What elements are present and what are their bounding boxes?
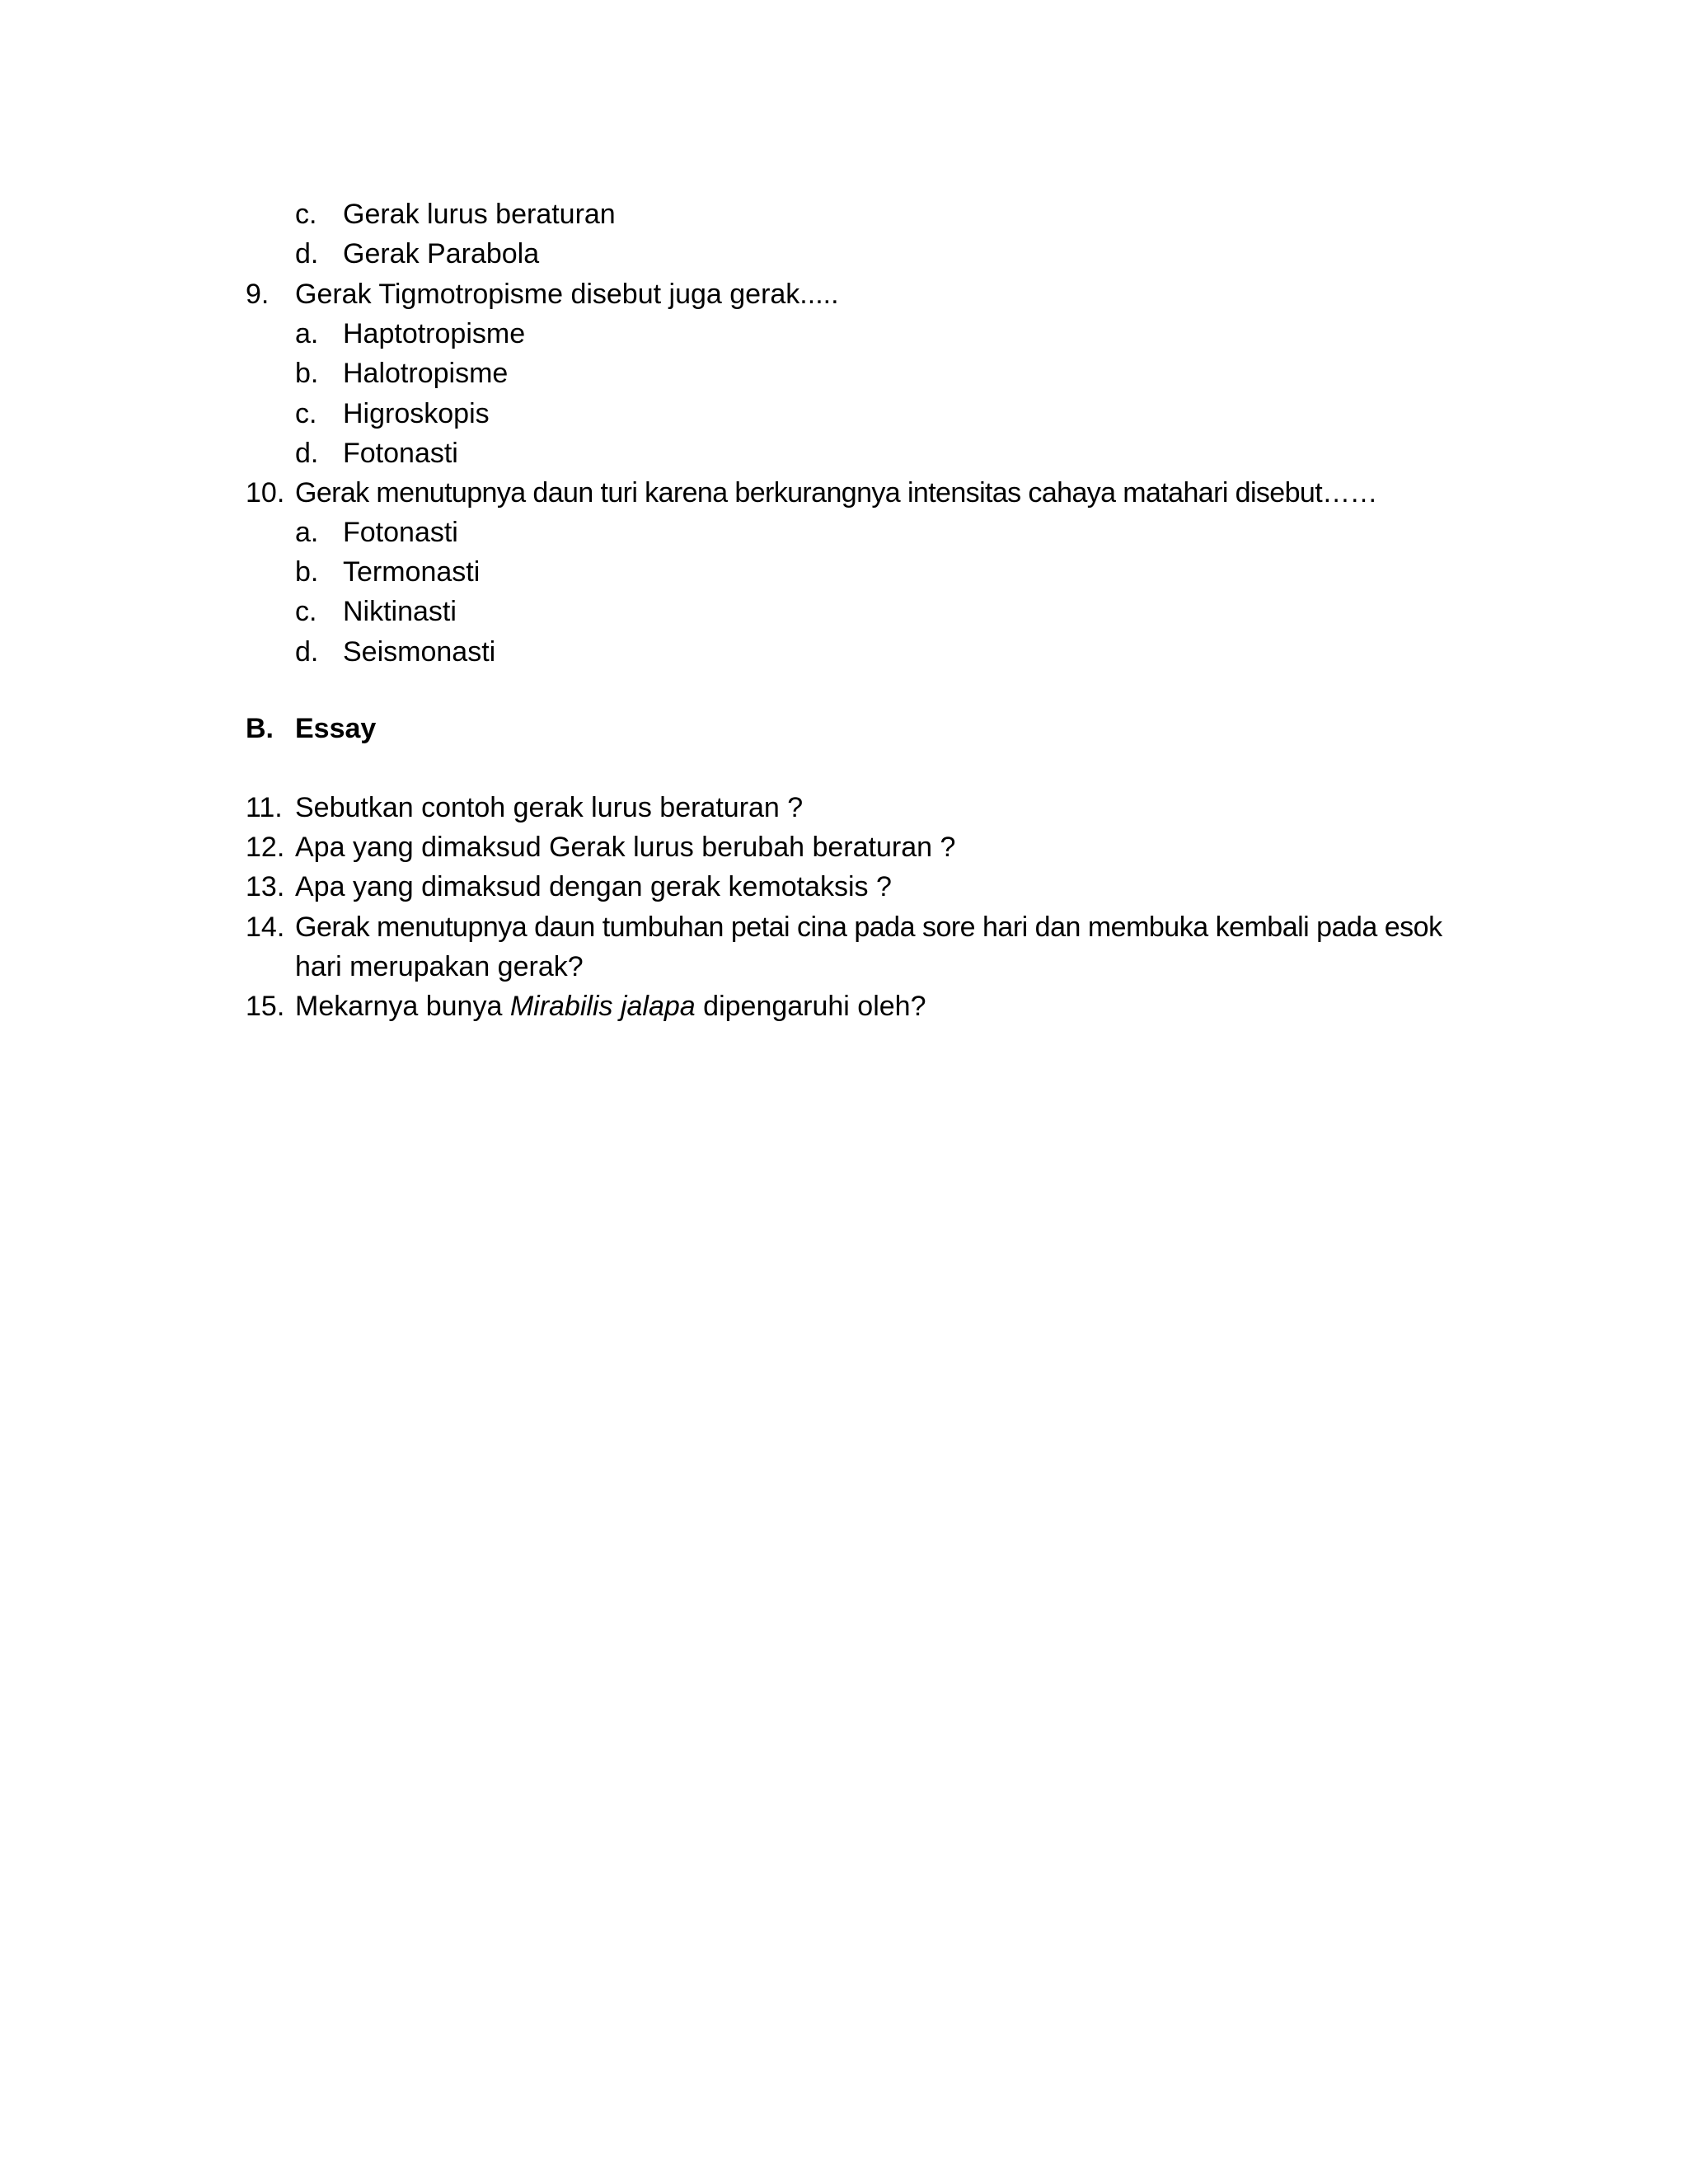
option-letter: d. xyxy=(295,438,319,469)
option-letter: c. xyxy=(295,199,317,230)
question-number: 9. xyxy=(246,279,270,310)
option-text: Halotropisme xyxy=(343,358,509,389)
section-letter: B. xyxy=(246,713,274,744)
question-number: 13. xyxy=(246,871,285,902)
option-text: Fotonasti xyxy=(343,517,458,548)
option-letter: d. xyxy=(295,238,319,269)
question-number: 10. xyxy=(246,477,285,509)
option-letter: c. xyxy=(295,596,317,627)
question-text xyxy=(295,987,926,1026)
question-text-line-1: Gerak menutupnya daun tumbuhan petai cina pada sore hari dan membuka kembali pada esok xyxy=(295,912,1442,943)
question-number: 14. xyxy=(246,912,285,943)
question-text: Apa yang dimaksud Gerak lurus berubah beraturan ? xyxy=(295,832,956,863)
question-number: 11. xyxy=(246,792,283,823)
option-text: Gerak Parabola xyxy=(343,238,540,269)
question-text-before: Mekarnya bunya xyxy=(295,991,503,1022)
question-number: 12. xyxy=(246,832,285,863)
option-text: Fotonasti xyxy=(343,438,458,469)
option-text: Niktinasti xyxy=(343,596,457,627)
section-title: Essay xyxy=(295,713,377,744)
question-text: Gerak menutupnya daun turi karena berkurangnya intensitas cahaya matahari disebut…… xyxy=(295,477,1377,509)
option-letter: b. xyxy=(295,556,319,588)
option-letter: b. xyxy=(295,358,319,389)
question-text-line-2: hari merupakan gerak? xyxy=(295,951,584,982)
option-letter: a. xyxy=(295,517,319,548)
option-letter: a. xyxy=(295,318,319,349)
species-name: Mirabilis jalapa xyxy=(509,991,696,1022)
question-text: Apa yang dimaksud dengan gerak kemotaksis ? xyxy=(295,871,892,902)
question-number: 15. xyxy=(246,991,285,1022)
option-letter: d. xyxy=(295,636,319,668)
question-text-after: dipengaruhi oleh? xyxy=(703,991,926,1022)
option-text: Termonasti xyxy=(343,556,481,588)
option-text: Haptotropisme xyxy=(343,318,526,349)
question-text: Sebutkan contoh gerak lurus beraturan ? xyxy=(295,792,804,823)
option-text: Higroskopis xyxy=(343,398,490,429)
option-letter: c. xyxy=(295,398,317,429)
option-text: Gerak lurus beraturan xyxy=(343,199,616,230)
question-text: Gerak Tigmotropisme disebut juga gerak..... xyxy=(295,279,839,310)
option-text: Seismonasti xyxy=(343,636,496,668)
